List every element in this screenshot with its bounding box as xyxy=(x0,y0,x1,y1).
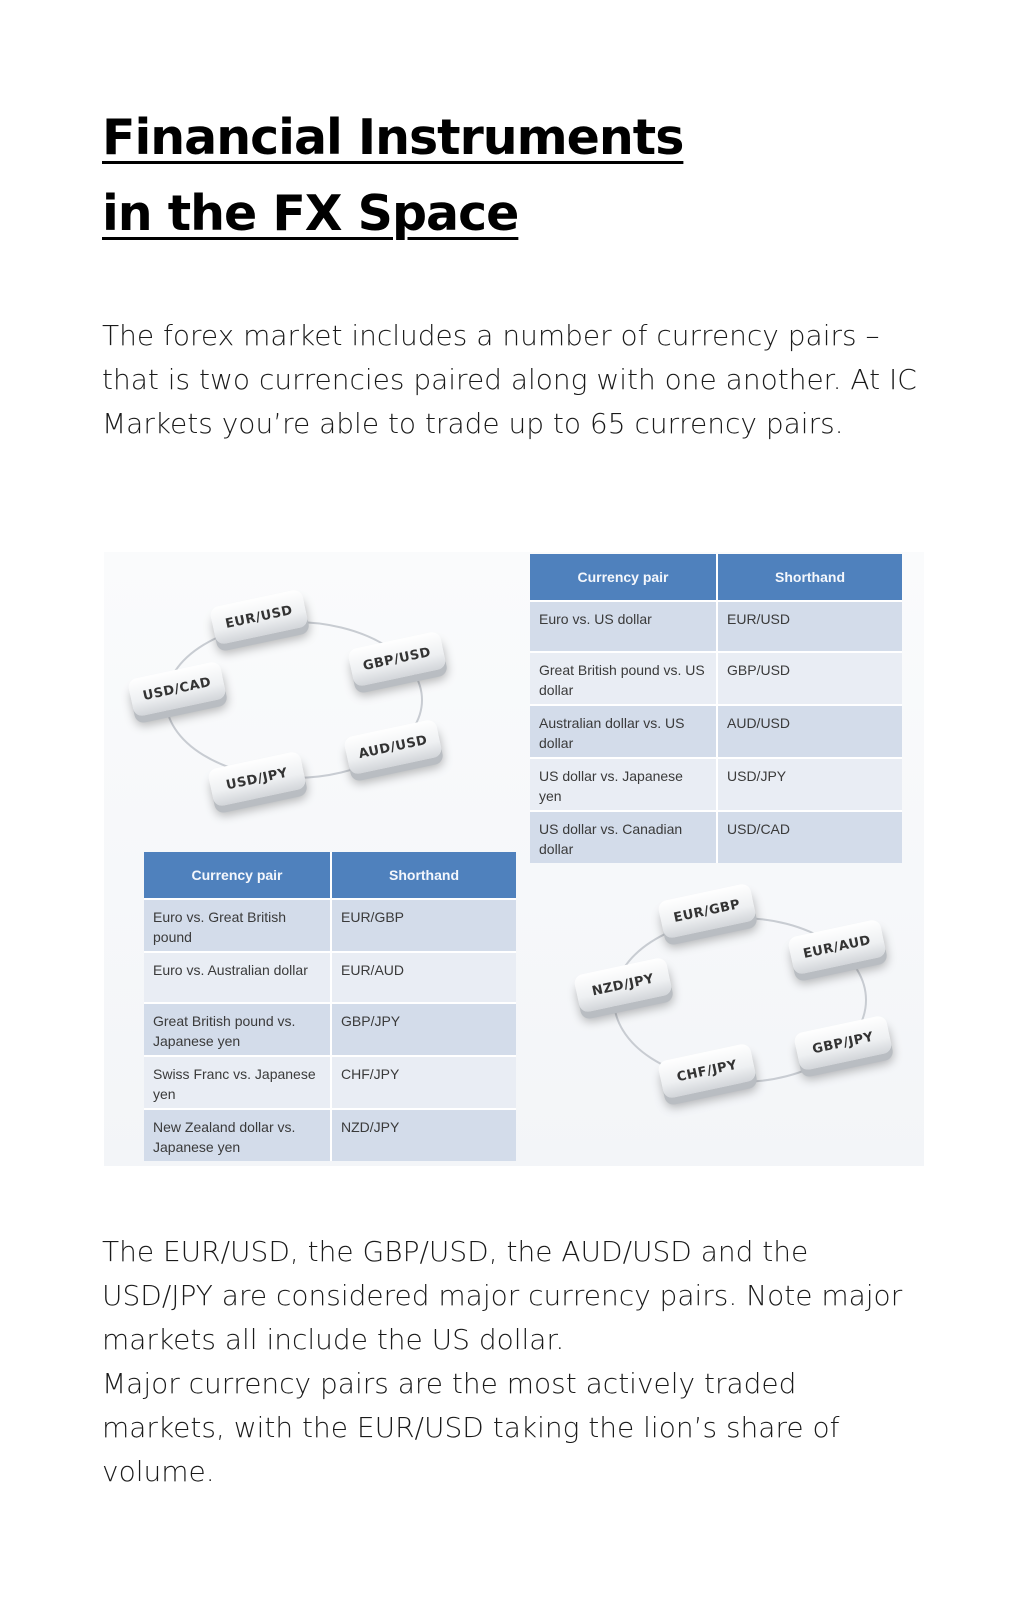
key-gbp-usd: GBP/USD xyxy=(347,631,447,688)
page-title-line-1: Financial Instruments xyxy=(102,109,684,166)
key-usd-cad: USD/CAD xyxy=(127,661,227,718)
cell-currency-pair: Swiss Franc vs. Japanese yen xyxy=(144,1056,331,1109)
column-header-currency-pair: Currency pair xyxy=(530,554,717,601)
table-row xyxy=(530,758,902,811)
majors-keys-ring xyxy=(124,582,464,812)
cell-shorthand: CHF/JPY xyxy=(331,1056,516,1109)
cell-currency-pair: Euro vs. Australian dollar xyxy=(144,952,331,1003)
crosses-keys-ring xyxy=(572,882,912,1122)
table-row xyxy=(530,652,902,705)
page-title xyxy=(102,100,862,252)
key-aud-usd: AUD/USD xyxy=(343,719,443,776)
cell-currency-pair: Euro vs. Great British pound xyxy=(144,899,331,952)
table-row xyxy=(144,1056,516,1109)
table-row xyxy=(144,952,516,1003)
cell-currency-pair: US dollar vs. Japanese yen xyxy=(530,758,717,811)
cell-currency-pair: Great British pound vs. US dollar xyxy=(530,652,717,705)
column-header-shorthand: Shorthand xyxy=(331,852,516,899)
cell-shorthand: EUR/AUD xyxy=(331,952,516,1003)
key-gbp-jpy: GBP/JPY xyxy=(793,1015,893,1072)
crosses-table-header xyxy=(144,852,516,899)
cell-shorthand: NZD/JPY xyxy=(331,1109,516,1161)
table-row xyxy=(144,1003,516,1056)
outro-paragraph-1: The EUR/USD, the GBP/USD, the AUD/USD and the USD/JPY are considered major currency pairs. Note major markets all include the US dollar. xyxy=(102,1235,903,1356)
table-row xyxy=(530,601,902,652)
cell-currency-pair: Australian dollar vs. US dollar xyxy=(530,705,717,758)
table-row xyxy=(144,1109,516,1161)
cell-shorthand: GBP/USD xyxy=(717,652,902,705)
cell-shorthand: USD/JPY xyxy=(717,758,902,811)
key-nzd-jpy: NZD/JPY xyxy=(573,957,673,1014)
cell-currency-pair: New Zealand dollar vs. Japanese yen xyxy=(144,1109,331,1161)
key-eur-aud: EUR/AUD xyxy=(787,919,887,976)
majors-table-header xyxy=(530,554,902,601)
crosses-table xyxy=(144,852,516,1161)
cell-currency-pair: US dollar vs. Canadian dollar xyxy=(530,811,717,863)
cell-shorthand: EUR/USD xyxy=(717,601,902,652)
intro-paragraph: The forex market includes a number of currency pairs – that is two currencies paired along with one another. At IC Markets you’re able to trade up to 65 currency pairs. xyxy=(102,319,917,440)
key-eur-usd: EUR/USD xyxy=(209,589,309,646)
outro-text xyxy=(102,1230,922,1494)
cell-currency-pair: Euro vs. US dollar xyxy=(530,601,717,652)
table-row xyxy=(530,705,902,758)
table-row xyxy=(144,899,516,952)
majors-table xyxy=(530,554,902,863)
key-chf-jpy: CHF/JPY xyxy=(657,1043,757,1100)
cell-shorthand: AUD/USD xyxy=(717,705,902,758)
column-header-shorthand: Shorthand xyxy=(717,554,902,601)
table-row xyxy=(530,811,902,863)
key-eur-gbp: EUR/GBP xyxy=(657,883,757,940)
currency-pairs-figure xyxy=(104,552,924,1166)
cell-shorthand: USD/CAD xyxy=(717,811,902,863)
key-usd-jpy: USD/JPY xyxy=(207,751,307,808)
cell-shorthand: EUR/GBP xyxy=(331,899,516,952)
cell-currency-pair: Great British pound vs. Japanese yen xyxy=(144,1003,331,1056)
outro-paragraph-2: Major currency pairs are the most actively traded markets, with the EUR/USD taking the lion’s share of volume. xyxy=(102,1367,840,1488)
cell-shorthand: GBP/JPY xyxy=(331,1003,516,1056)
page-title-line-2: in the FX Space xyxy=(102,185,519,242)
column-header-currency-pair: Currency pair xyxy=(144,852,331,899)
